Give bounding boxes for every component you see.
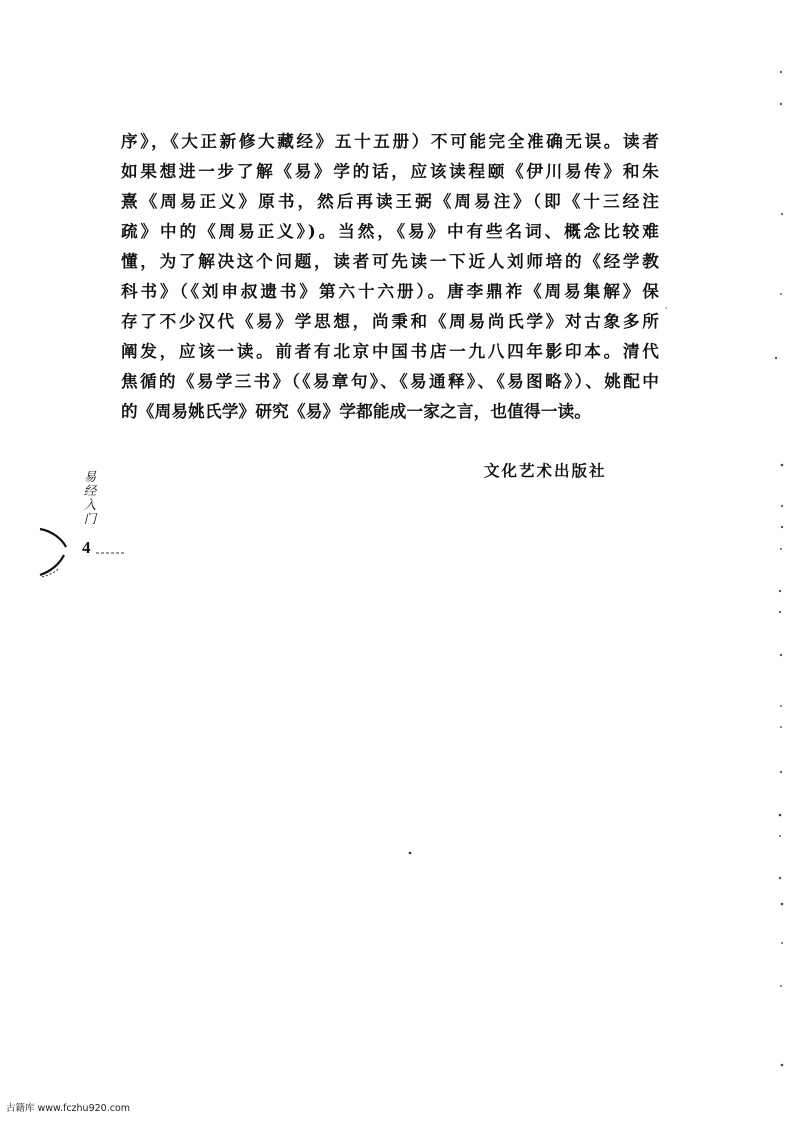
body-line: 阐发，应该一读。前者有北京中国书店一九八四年影印本。清代 [121,341,659,361]
page-number: 4 [82,538,91,557]
body-line: 熹《周易正义》原书，然后再读王弼《周易注》（即《十三经注 [121,191,659,211]
body-line: 的《周易姚氏学》研究《易》学都能成一家之言，也值得一读。 [121,401,592,421]
body-text [121,126,659,426]
body-line: 科书》（《刘申叔遗书》第六十六册）。唐李鼎祚《周易集解》保 [121,281,659,301]
watermark: 古籍库 www.fczhu920.com [6,1103,131,1114]
body-line: 存了不少汉代《易》学思想，尚秉和《周易尚氏学》对古象多所 [121,311,659,331]
publisher-name: 文化艺术出版社 [484,461,607,480]
running-title: 易经入门 [83,469,97,526]
body-line: 序》，《大正新修大藏经》五十五册）不可能完全准确无误。读者 [121,131,659,151]
body-line: 懂，为了解决这个问题，读者可先读一下近人刘师培的《经学教 [121,251,659,271]
body-line: 疏》中的《周易正义》)。当然，《易》中有些名词、概念比较难 [121,221,659,241]
body-line: 焦循的《易学三书》（《易章句》、《易通释》、《易图略》）、姚配中 [121,371,659,391]
body-line: 如果想进一步了解《易》学的话，应该读程颐《伊川易传》和朱 [121,161,659,181]
